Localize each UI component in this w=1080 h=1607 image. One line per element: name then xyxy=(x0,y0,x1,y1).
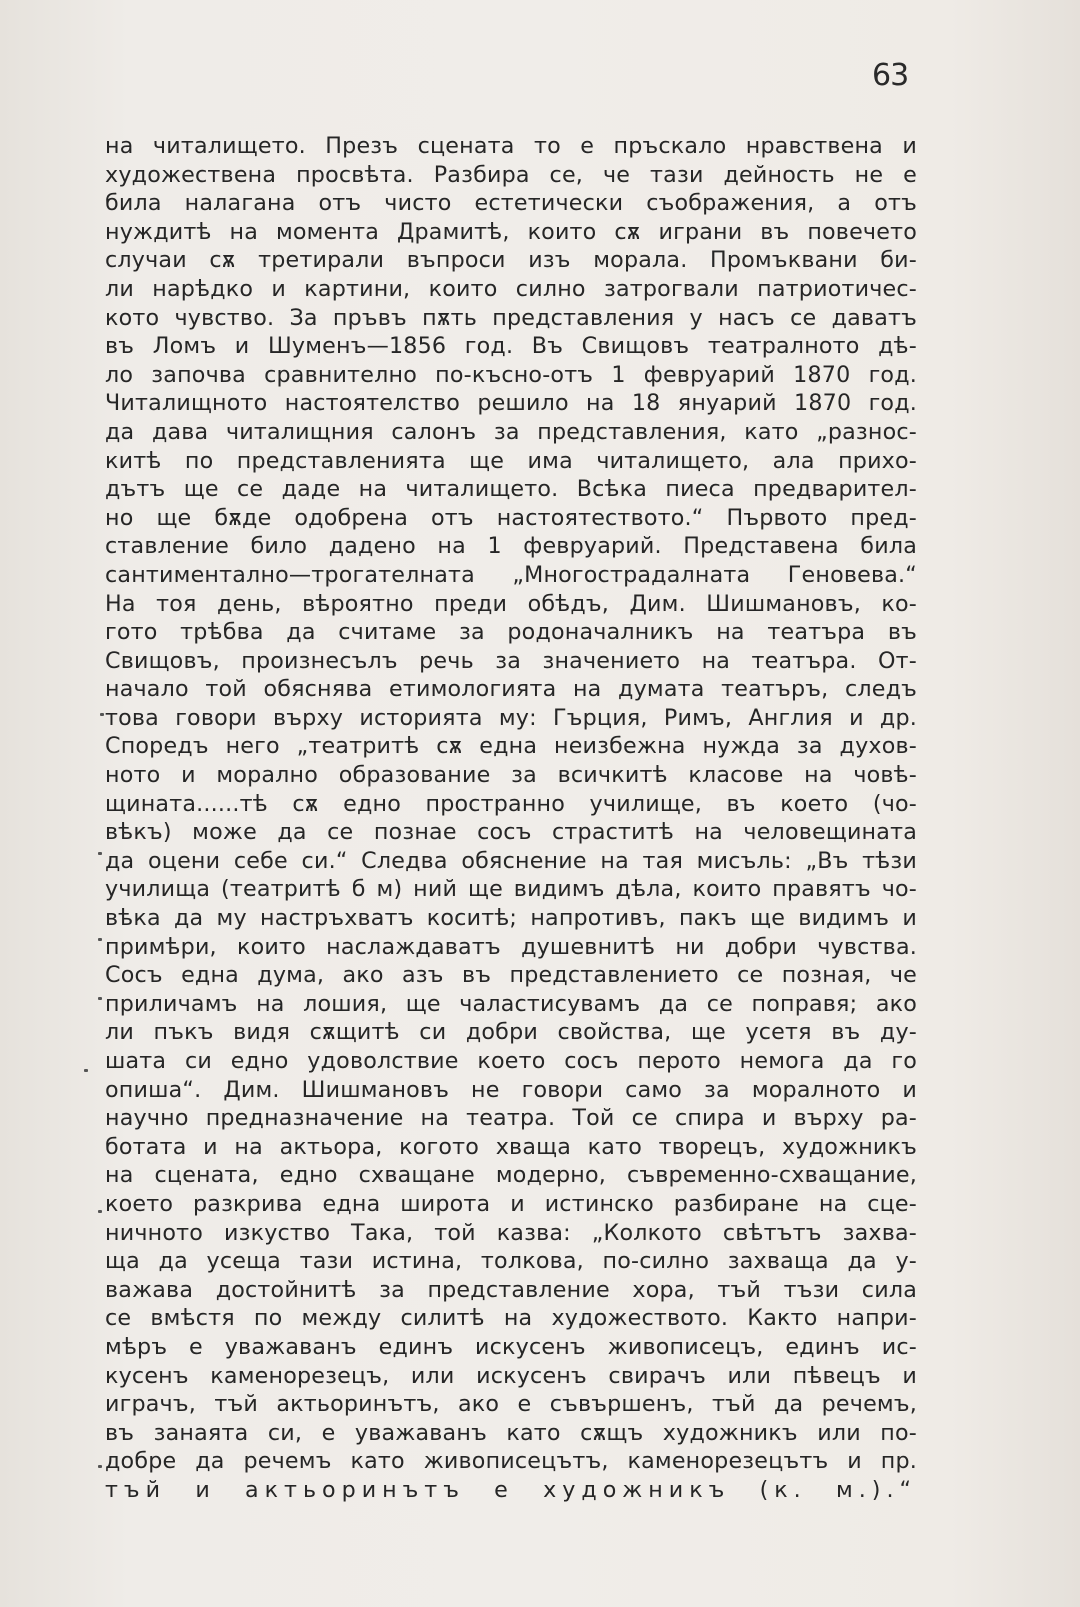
text-line: на читалището. Презъ сцената то е пръскало нравствена и xyxy=(105,133,917,159)
text-line: примѣри, които наслаждаватъ душевнитѣ ни добри чувства. xyxy=(105,933,917,960)
text-line: кусенъ каменорезецъ, или искусенъ свирачъ или пѣвецъ и xyxy=(105,1362,917,1389)
print-speck xyxy=(100,713,104,716)
text-line: Споредъ него „театритѣ сѫ една неизбежна нужда за духов- xyxy=(105,733,917,760)
text-line: това говори върху историята му: Гърция, Римъ, Англия и др. xyxy=(105,704,917,731)
text-line: училища (театритѣ б м) ний ще видимъ дѣла, които правятъ чо- xyxy=(105,876,917,903)
text-line: китѣ по представленията ще има читалището, ала прихо- xyxy=(105,447,917,474)
page-number: 63 xyxy=(872,58,909,93)
text-line: кото чувство. За пръвъ пѫть представления у насъ се даватъ xyxy=(105,304,917,331)
text-line: Читалищното настоятелство решило на 18 януарий 1870 год. xyxy=(105,390,917,417)
text-line: щината......тѣ сѫ едно пространно училище, въ което (чо- xyxy=(105,790,917,817)
text-line: ли нарѣдко и картини, които силно затрогвали патриотичес- xyxy=(105,275,917,302)
text-line: което разкрива една широта и истинско разбиране на сце- xyxy=(105,1190,917,1217)
text-line: се вмѣстя по между силитѣ на художеството. Както напри- xyxy=(105,1305,917,1332)
text-line: опиша“. Дим. Шишмановъ не говори само за моралното и xyxy=(105,1076,917,1103)
text-line: На тоя день, вѣроятно преди обѣдъ, Дим. Шишмановъ, ко- xyxy=(105,590,917,617)
text-line: тъй и актьоринътъ е художникъ (к. м.).“ xyxy=(105,1476,917,1503)
text-line: дътъ ще се даде на читалището. Всѣка пиеса предварител- xyxy=(105,476,917,503)
text-line: ничното изкуство Така, той казва: „Колкото свѣтътъ захва- xyxy=(105,1219,917,1246)
print-speck xyxy=(98,997,102,1000)
text-line: гото трѣбва да считаме за родоначалникъ на театъра въ xyxy=(105,619,917,646)
text-line: да оцени себе си.“ Следва обяснение на тая мисъль: „Въ тѣзи xyxy=(105,847,917,874)
text-line: вѣкъ) може да се познае сосъ страститѣ на человещината xyxy=(105,819,917,846)
text-line: случаи сѫ третирали въпроси изъ морала. Промъквани би- xyxy=(105,247,917,274)
text-line: ното и морално образование за всичкитѣ класове на човѣ- xyxy=(105,762,917,789)
text-line: ли пъкъ видя сѫщитѣ си добри свойства, ще усетя въ ду- xyxy=(105,1019,917,1046)
text-line: вѣка да му настръхватъ коситѣ; напротивъ, пакъ ще видимъ и xyxy=(105,905,917,932)
print-speck xyxy=(84,1069,88,1072)
text-line: Свищовъ, произнесълъ речь за значението на театъра. От- xyxy=(105,647,917,674)
text-line: въ Ломъ и Шуменъ—1856 год. Въ Свищовъ театралното дѣ- xyxy=(105,333,917,360)
text-line: но ще бѫде одобрена отъ настоятеството.“ Първото пред- xyxy=(105,504,917,531)
text-line: Сосъ една дума, ако азъ въ представлението се позная, че xyxy=(105,962,917,989)
text-line: ща да усеща тази истина, толкова, по-силно захваща да у- xyxy=(105,1248,917,1275)
text-line: сантиментално—трогателната „Многострадалната Геновева.“ xyxy=(105,561,917,588)
text-line: шата си едно удоволствие което сосъ перото немога да го xyxy=(105,1048,917,1074)
print-speck xyxy=(98,938,102,941)
text-line: важава достойнитѣ за представление хора, тъй тъзи сила xyxy=(105,1276,917,1303)
print-speck xyxy=(98,1465,102,1468)
text-line: приличамъ на лошия, ще чаластисувамъ да се поправя; ако xyxy=(105,990,917,1017)
text-line: добре да речемъ като живописецътъ, каменорезецътъ и пр. xyxy=(105,1448,917,1475)
text-line: ботата и на актьора, когото хваща като творецъ, художникъ xyxy=(105,1133,917,1160)
text-line: начало той обяснява етимологията на думата театъръ, следъ xyxy=(105,676,917,703)
text-line: мѣръ е уважаванъ единъ искусенъ живописецъ, единъ ис- xyxy=(105,1333,917,1360)
text-line: да дава читалищния салонъ за представления, като „разнос- xyxy=(105,418,917,445)
text-line: била налагана отъ чисто естетически съображения, а отъ xyxy=(105,190,917,217)
text-line: нуждитѣ на момента Драмитѣ, които сѫ играни въ повечето xyxy=(105,218,917,245)
text-line: ставление било дадено на 1 февруарий. Представена била xyxy=(105,533,917,560)
text-line: ло започва сравнително по-късно-отъ 1 февруарий 1870 год. xyxy=(105,361,917,388)
body-text xyxy=(105,132,917,1505)
print-speck xyxy=(98,852,102,855)
text-line: художествена просвѣта. Разбира се, че тази дейность не е xyxy=(105,161,917,188)
text-line: на сцената, едно схващане модерно, съвременно-схващание, xyxy=(105,1162,917,1189)
text-line: играчъ, тъй актьоринътъ, ако е съвършенъ, тъй да речемъ, xyxy=(105,1391,917,1418)
text-line: въ занаята си, е уважаванъ като сѫщъ художникъ или по- xyxy=(105,1419,917,1446)
text-line: научно предназначение на театра. Той се спира и върху ра- xyxy=(105,1105,917,1132)
print-speck xyxy=(98,1210,102,1213)
